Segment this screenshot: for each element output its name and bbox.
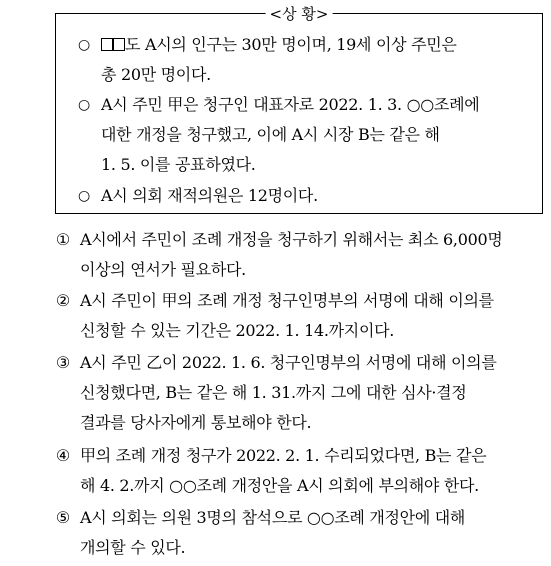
option-5-line-1: A시 의회는 의원 3명의 참석으로 ○○조례 개정안에 대해 xyxy=(80,508,466,527)
option-2-number[interactable]: ② xyxy=(55,291,71,310)
option-1-line-2: 이상의 연서가 필요하다. xyxy=(80,260,246,279)
bullet-marker: ○ xyxy=(78,97,91,113)
situation-item-2-line-3: 1. 5. 이를 공표하였다. xyxy=(101,155,256,174)
bullet-marker: ○ xyxy=(78,37,91,53)
option-2-line-1: A시 주민이 甲의 조례 개정 청구인명부의 서명에 대해 이의를 xyxy=(80,291,494,310)
situation-title: <상 황> xyxy=(266,5,333,23)
situation-item-3-line-1: A시 의회 재적의원은 12명이다. xyxy=(101,186,318,205)
option-4-line-2: 해 4. 2.까지 ○○조례 개정안을 A시 의회에 부의해야 한다. xyxy=(80,476,479,495)
situation-item-2-line-2: 대한 개정을 청구했고, 이에 A시 시장 B는 같은 해 xyxy=(101,125,440,144)
option-1-number[interactable]: ① xyxy=(55,230,71,249)
blank-box-icon xyxy=(113,38,125,51)
option-3-line-1: A시 주민 乙이 2022. 1. 6. 청구인명부의 서명에 대해 이의를 xyxy=(80,353,497,372)
situation-item-2-line-1: A시 주민 甲은 청구인 대표자로 2022. 1. 3. ○○조례에 xyxy=(101,95,480,114)
option-2-line-2: 신청할 수 있는 기간은 2022. 1. 14.까지이다. xyxy=(80,321,395,340)
option-3-line-2: 신청했다면, B는 같은 해 1. 31.까지 그에 대한 심사·결정 xyxy=(80,383,467,402)
option-4-number[interactable]: ④ xyxy=(55,446,71,465)
option-4-line-1: 甲의 조례 개정 청구가 2022. 2. 1. 수리되었다면, B는 같은 xyxy=(80,446,487,465)
option-3-number[interactable]: ③ xyxy=(55,353,71,372)
option-1-line-1: A시에서 주민이 조례 개정을 청구하기 위해서는 최소 6,000명 xyxy=(80,230,503,249)
bullet-marker: ○ xyxy=(78,188,91,204)
option-5-line-2: 개의할 수 있다. xyxy=(80,538,186,557)
situation-item-1-line-1: 도 A시의 인구는 30만 명이며, 19세 이상 주민은 xyxy=(101,35,457,55)
option-5-number[interactable]: ⑤ xyxy=(55,508,71,527)
option-3-line-3: 결과를 당사자에게 통보해야 한다. xyxy=(80,413,312,432)
situation-item-1-line-2: 총 20만 명이다. xyxy=(101,65,211,84)
blank-box-icon xyxy=(101,38,113,51)
